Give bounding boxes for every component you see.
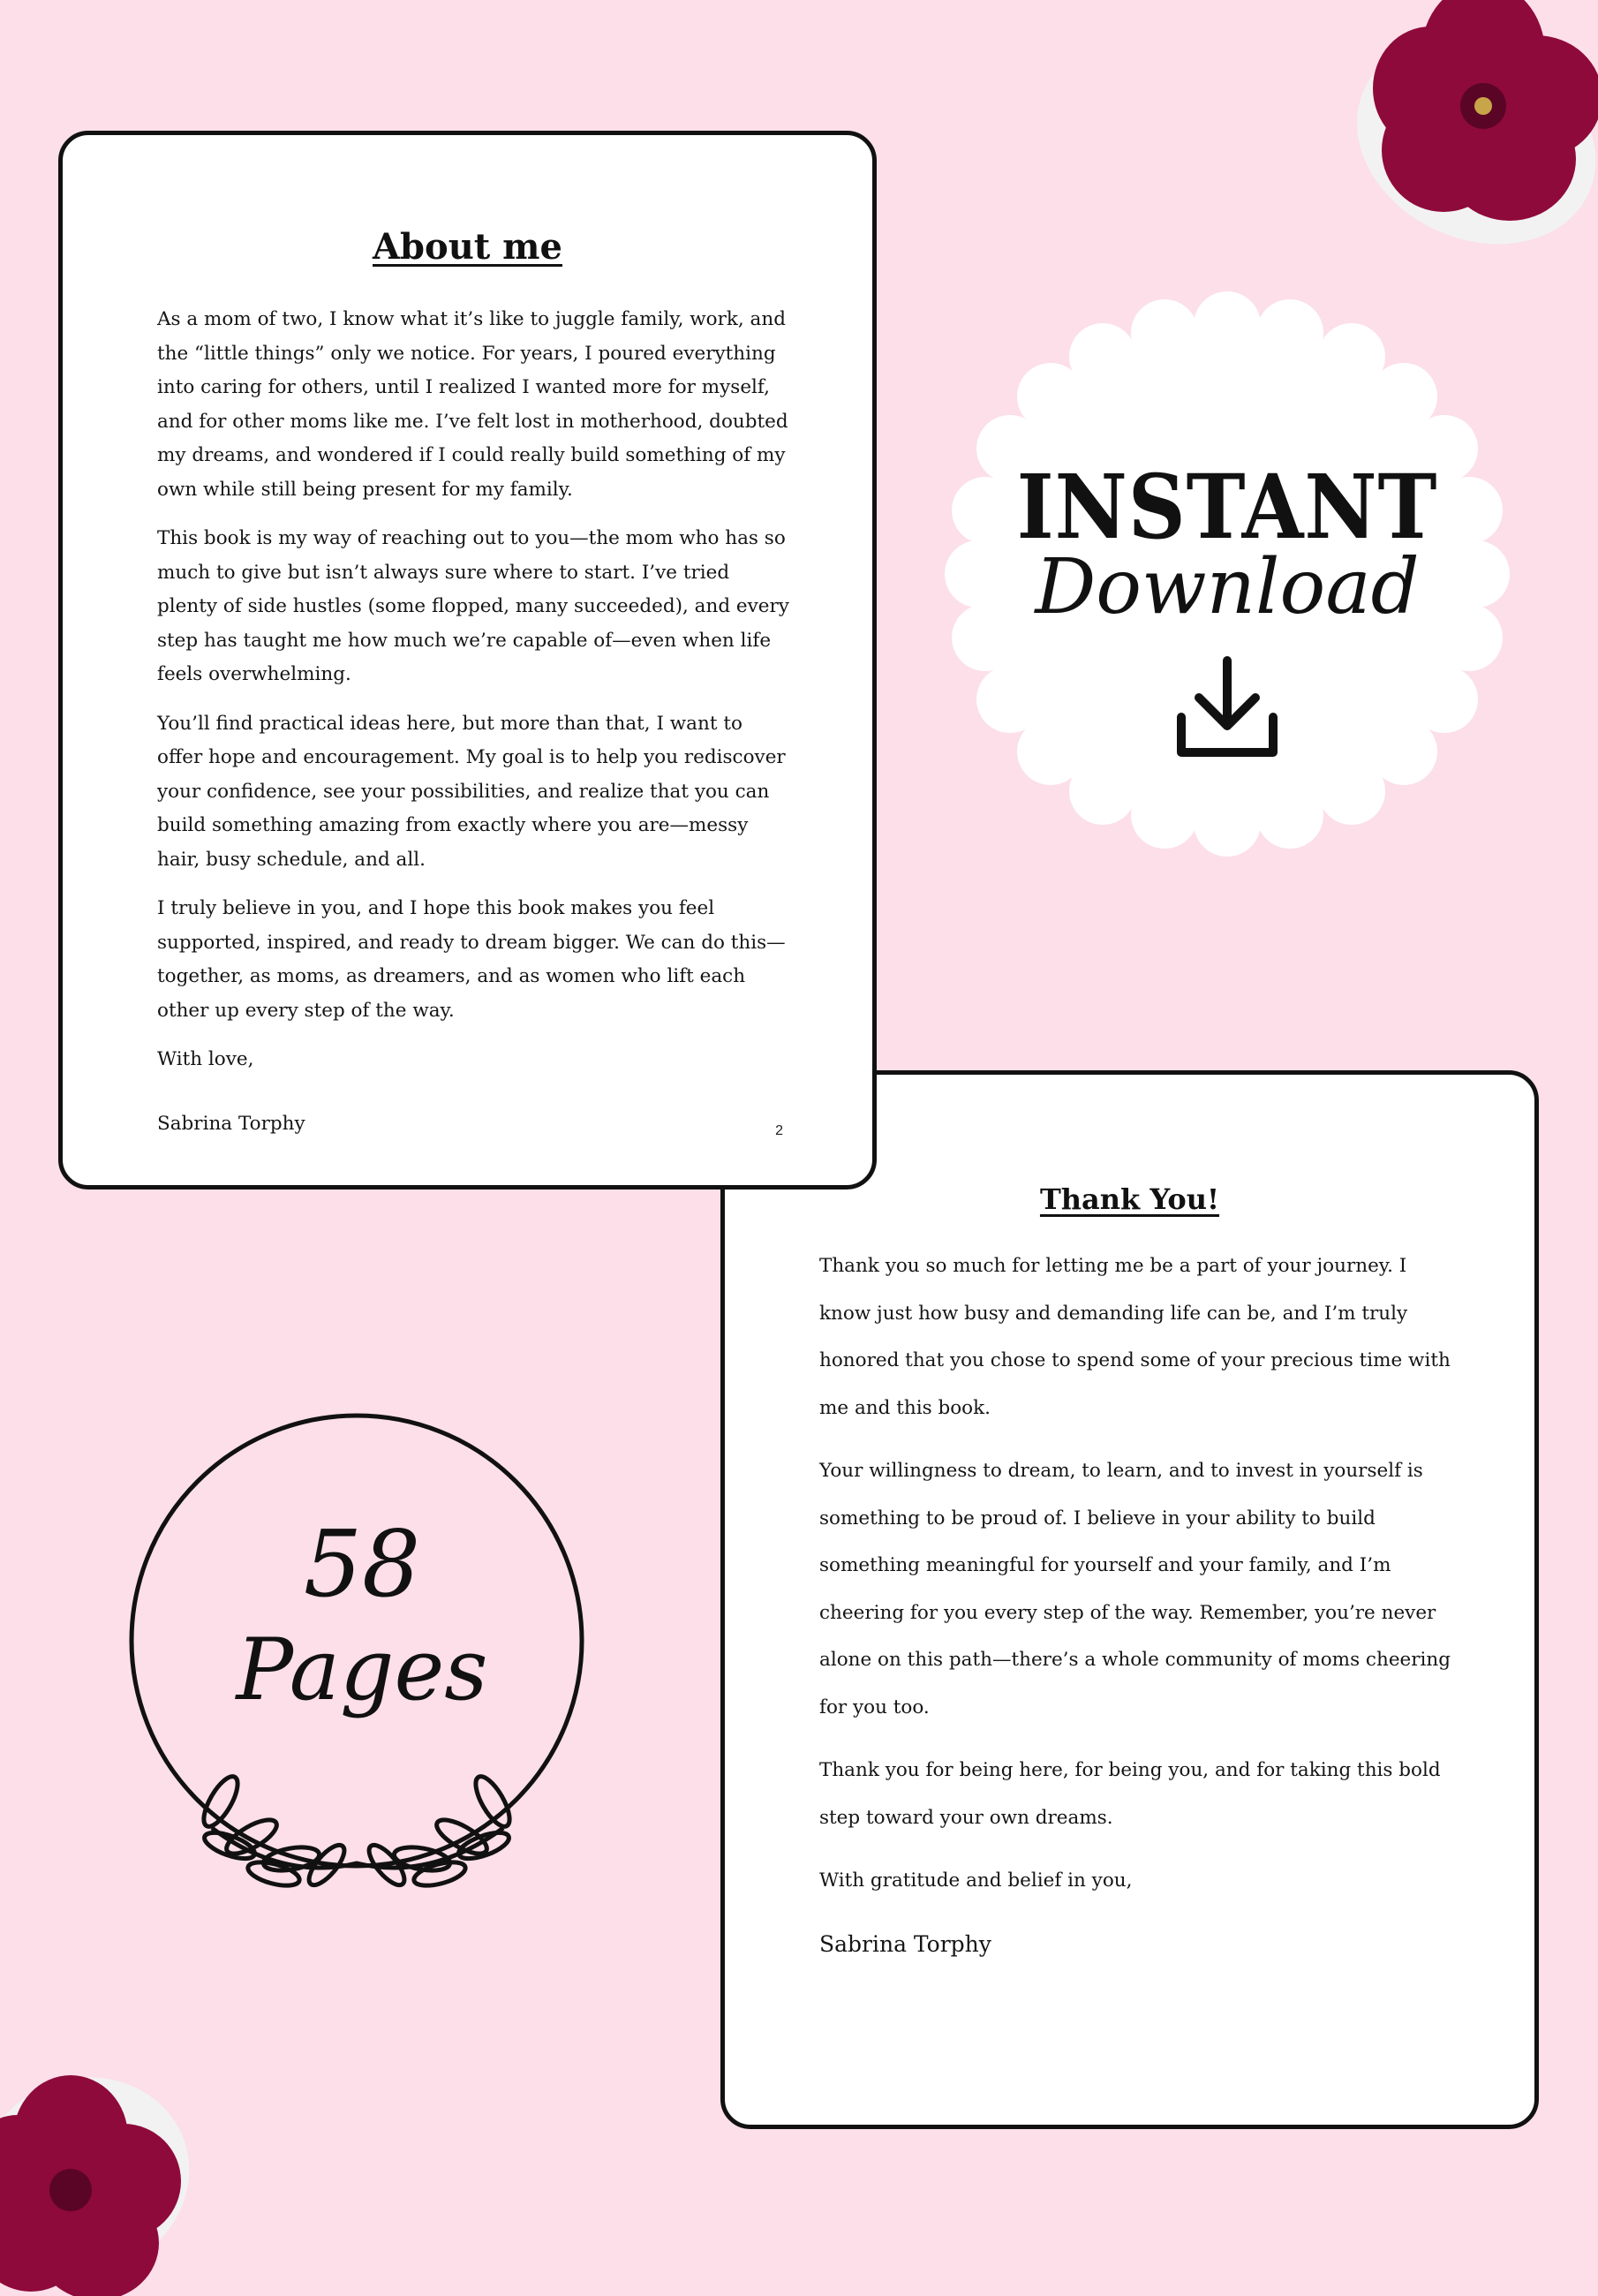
thanks-paragraph-4: With gratitude and belief in you, — [819, 1869, 1133, 1892]
thanks-paragraph-3: Thank you for being here, for being you, and for taking this bold step toward your own dreams. — [819, 1759, 1441, 1829]
about-me-body — [157, 303, 793, 1156]
flower-bottom-left-icon — [0, 2049, 212, 2296]
about-closing: With love, — [157, 1048, 254, 1070]
page-number: 2 — [775, 1123, 783, 1138]
thank-you-title: Thank You! — [1039, 1182, 1220, 1216]
download-label: Download — [1035, 543, 1420, 631]
thank-you-body — [819, 1242, 1455, 1983]
about-me-page — [58, 131, 877, 1190]
thank-you-page — [720, 1070, 1539, 2129]
thanks-signature: Sabrina Torphy — [819, 1930, 991, 1957]
about-paragraph-4: I truly believe in you, and I hope this book makes you feel supported, inspired, and ready to dream bigger. We can do this—together, as moms, as dreamers, and as women who lift each other up every step of the way. — [157, 897, 786, 1022]
about-paragraph-2: This book is my way of reaching out to you—the mom who has so much to give but isn’t always sure where to start. I’ve tried plenty of side hustles (some flopped, many succeeded), and every step has taught me how much we’re capable of—even when life feels overwhelming. — [157, 527, 789, 685]
thanks-paragraph-1: Thank you so much for letting me be a part of your journey. I know just how busy and demanding life can be, and I’m truly honored that you chose to spend some of your precious time with me and this book. — [819, 1255, 1451, 1419]
thanks-paragraph-2: Your willingness to dream, to learn, and to invest in yourself is something to be proud of. I believe in your ability to build something meaningful for yourself and your family, and I’m cheering for you every step of the way. Remember, you’re never alone on this path—there’s a whole community of moms cheering for you too. — [819, 1460, 1451, 1718]
instant-label: INSTANT — [1016, 455, 1438, 559]
about-paragraph-1: As a mom of two, I know what it’s like to juggle family, work, and the “little things” only we notice. For years, I poured everything into caring for others, until I realized I wanted more for myself, and for other moms like me. I’ve felt lost in motherhood, doubted my dreams, and wondered if I could really build something of my own while still being present for my family. — [157, 308, 788, 501]
page-count-badge — [124, 1404, 600, 1899]
about-signature: Sabrina Torphy — [157, 1112, 305, 1135]
flower-top-right-icon — [1351, 0, 1598, 247]
download-icon — [1174, 653, 1280, 759]
about-me-title: About me — [373, 226, 562, 268]
page-count-label: Pages — [236, 1620, 488, 1719]
page-count-number: 58 — [303, 1510, 421, 1618]
about-paragraph-3: You’ll find practical ideas here, but more than that, I want to offer hope and encouragement. My goal is to help you rediscover your confidence, see your possibilities, and realize that you can build something amazing from exactly where you are—messy hair, busy schedule, and all. — [157, 712, 786, 871]
instant-download-badge — [945, 291, 1510, 857]
